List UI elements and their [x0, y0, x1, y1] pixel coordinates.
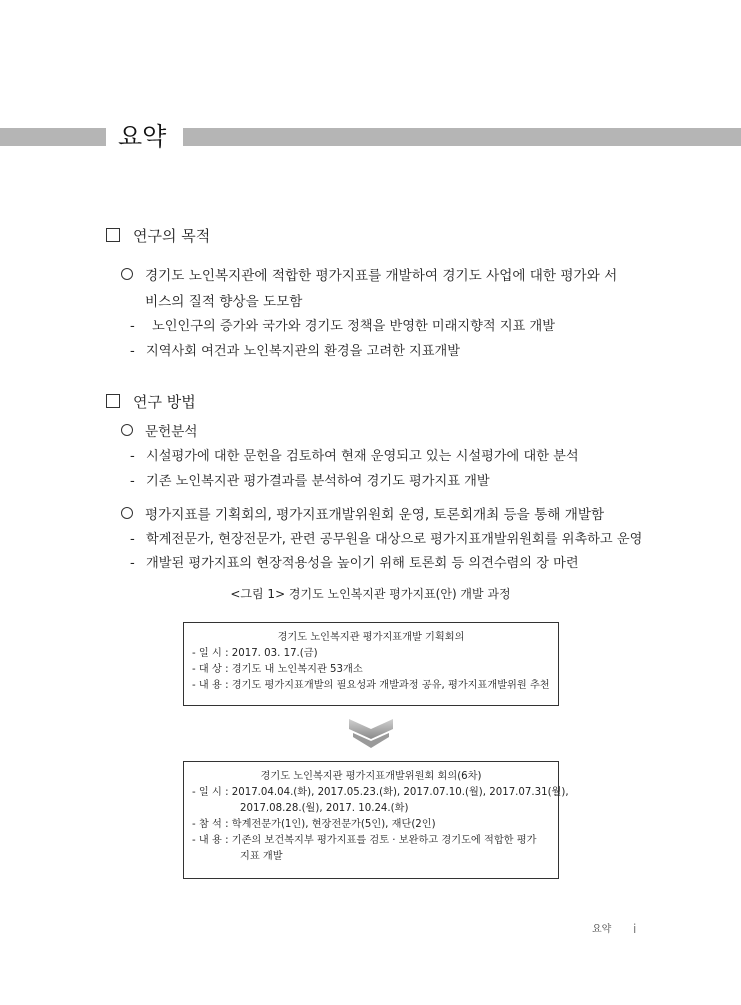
list-item-text: 기존 노인복지관 평가결과를 분석하여 경기도 평가지표 개발 — [146, 474, 490, 489]
dash-bullet: - — [130, 344, 135, 359]
section-heading-purpose — [106, 225, 210, 247]
bullet-purpose-cont: 비스의 질적 향상을 도모함 — [145, 294, 303, 310]
bullet-text: 문헌분석 — [145, 424, 198, 440]
flow-box-row: 2017.08.28.(월), 2017. 10.24.(화) — [240, 803, 409, 814]
down-arrow-icon — [349, 717, 393, 749]
list-item-text: 지역사회 여건과 노인복지관의 환경을 고려한 지표개발 — [146, 344, 460, 359]
dash-bullet: - — [130, 319, 135, 334]
section-heading-text: 연구의 목적 — [133, 227, 211, 245]
square-bullet-icon — [106, 394, 120, 408]
flow-box-row: - 일 시 : 2017. 03. 17.(금) — [192, 648, 318, 659]
page-number: i — [633, 922, 637, 936]
square-bullet-icon — [106, 228, 120, 242]
flow-box-title: 경기도 노인복지관 평가지표개발 기획회의 — [277, 632, 465, 643]
flow-box-row: - 참 석 : 학계전문가(1인), 현장전문가(5인), 재단(2인) — [192, 819, 436, 830]
list-item-text: 노인인구의 증가와 국가와 경기도 정책을 반영한 미래지향적 지표 개발 — [152, 319, 555, 334]
dash-bullet: - — [130, 474, 135, 489]
circle-bullet-icon — [121, 268, 133, 280]
section-heading-text: 연구 방법 — [133, 393, 196, 411]
flow-box-row: 지표 개발 — [240, 851, 283, 862]
list-item-text: 시설평가에 대한 문헌을 검토하여 현재 운영되고 있는 시설평가에 대한 분석 — [146, 449, 579, 464]
list-item — [130, 316, 555, 338]
list-item — [130, 529, 642, 551]
circle-bullet-icon — [121, 507, 133, 519]
bullet-development — [121, 504, 604, 526]
flow-box-title: 경기도 노인복지관 평가지표개발위원회 회의(6차) — [260, 771, 482, 782]
section-heading-method — [106, 391, 196, 413]
list-item — [130, 471, 490, 493]
page-title: 요약 — [118, 122, 167, 151]
flow-box-row: - 내 용 : 경기도 평가지표개발의 필요성과 개발과정 공유, 평가지표개발위원 추천 — [192, 680, 550, 691]
dash-bullet: - — [130, 532, 135, 547]
flow-box-row: - 대 상 : 경기도 내 노인복지관 53개소 — [192, 664, 363, 675]
flow-box-committee — [183, 761, 569, 879]
figure-caption: <그림 1> 경기도 노인복지관 평가지표(안) 개발 과정 — [230, 587, 511, 601]
list-item — [130, 341, 460, 363]
dash-bullet: - — [130, 449, 135, 464]
flow-box-row: - 일 시 : 2017.04.04.(화), 2017.05.23.(화), 2017.07.10.(월), 2017.07.31(월), — [192, 787, 569, 798]
header-bar-right — [183, 128, 741, 146]
flow-box-row: - 내 용 : 기존의 보건복지부 평가지표를 검토 · 보완하고 경기도에 적합한 평가 — [192, 835, 537, 846]
bullet-text: 평가지표를 기획회의, 평가지표개발위원회 운영, 토론회개최 등을 통해 개발함 — [145, 507, 605, 523]
list-item-text: 학계전문가, 현장전문가, 관련 공무원을 대상으로 평가지표개발위원회를 위촉하고 운영 — [146, 532, 643, 547]
list-item-text: 개발된 평가지표의 현장적용성을 높이기 위해 토론회 등 의견수렴의 장 마련 — [146, 556, 579, 571]
list-item — [130, 553, 579, 575]
bullet-text: 경기도 노인복지관에 적합한 평가지표를 개발하여 경기도 사업에 대한 평가와 서 — [145, 268, 618, 284]
footer-label: 요약 — [592, 924, 612, 935]
list-item — [130, 446, 579, 468]
dash-bullet: - — [130, 556, 135, 571]
bullet-literature — [121, 421, 198, 443]
header-bar-left — [0, 128, 106, 146]
bullet-purpose — [121, 265, 617, 287]
flow-box-planning — [183, 622, 559, 706]
circle-bullet-icon — [121, 424, 133, 436]
